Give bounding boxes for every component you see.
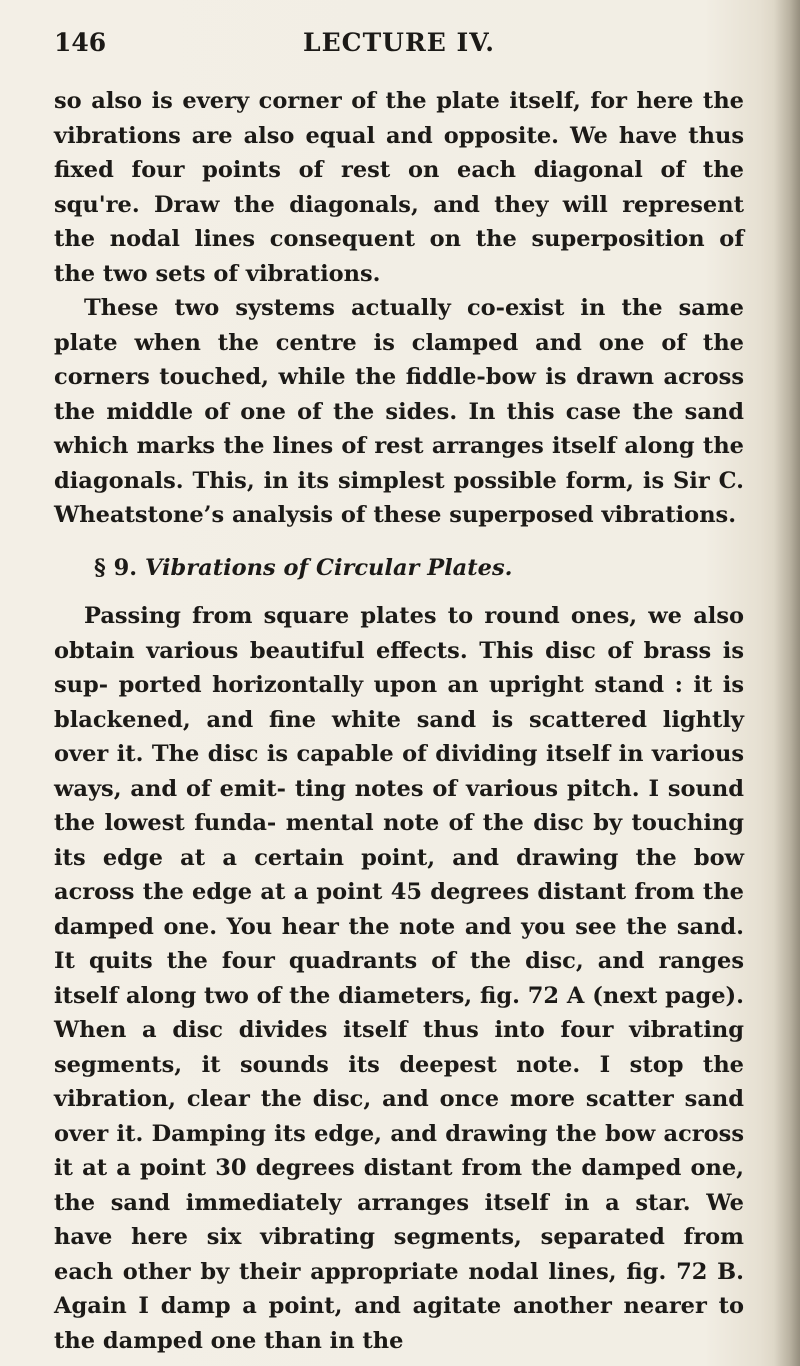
page-number: 146 [54, 28, 107, 57]
section-heading [54, 551, 744, 586]
page-edge-shadow [774, 0, 800, 1366]
paragraph: These two systems actually co-exist in the same plate when the centre is clamped and one of the corners touched, while the fiddle-bow is drawn across the middle of one of the sides. In this case the sand which marks the lines of rest arranges itself along the diagonals. This, in its simplest possible form, is Sir C. Wheatstone’s analysis of these superposed vibrations. [54, 295, 744, 528]
body-text [54, 84, 744, 1358]
paragraph: so also is every corner of the plate itself, for here the vibrations are also equal and opposite. We have thus fixed four points of rest on each diagonal of the squ're. Draw the diagonals, and they will represent the nodal lines consequent on the superposition of the two sets of vibrations. [54, 88, 744, 287]
section-title: Vibrations of Circular Plates. [144, 554, 513, 581]
paragraph: Passing from square plates to round ones, we also obtain various beautiful effects. This disc of brass is sup- ported horizontally upon an upright stand : it is blackened, and fine white sand is scattered lightly over it. The disc is capable of dividing itself in various ways, and of emit- ting notes of various pitch. I sound the lowest funda- mental note of the disc by touching its edge at a certain point, and drawing the bow across the edge at a point 45 degrees distant from the damped one. You hear the note and you see the sand. It quits the four quadrants of the disc, and ranges itself along two of the diameters, fig. 72 A (next page). When a disc divides itself thus into four vibrating segments, it sounds its deepest note. I stop the vibration, clear the disc, and once more scatter sand over it. Damping its edge, and drawing the bow across it at a point 30 degrees distant from the damped one, the sand immediately arranges itself in a star. We have here six vibrating segments, separated from each other by their appropriate nodal lines, fig. 72 B. Again I damp a point, and agitate another nearer to the damped one than in the [54, 603, 744, 1354]
section-number: § 9. [94, 554, 138, 581]
page-header [54, 28, 744, 68]
running-head: LECTURE IV. [303, 28, 495, 57]
